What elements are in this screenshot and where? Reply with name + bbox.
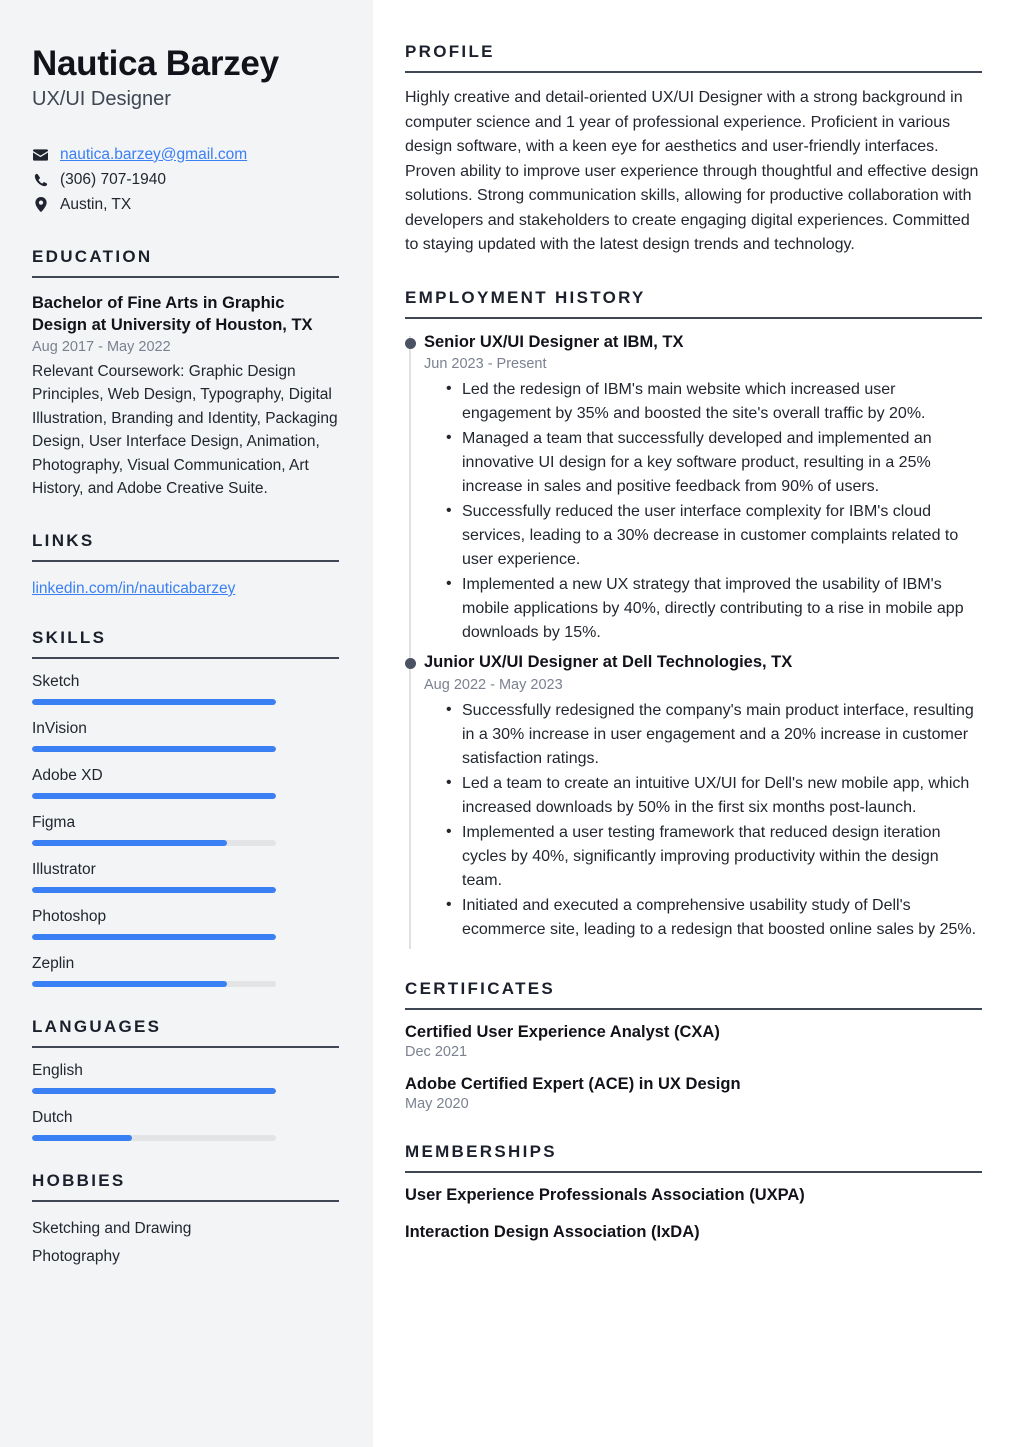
skill-row: [32, 767, 339, 799]
job-bullet: • Initiated and executed a comprehensive usability study of Dell's ecommerce site, leading to a redesign that boosted online sales by 25%.: [462, 894, 982, 942]
section-memberships: [405, 1142, 982, 1242]
section-skills: [32, 628, 339, 987]
certificate-name: Adobe Certified Expert (ACE) in UX Design: [405, 1074, 741, 1093]
phone-icon: [32, 173, 49, 187]
job-date: Aug 2022 - May 2023: [424, 676, 563, 693]
contact-row-phone: [32, 167, 339, 192]
email-link[interactable]: nautica.barzey@gmail.com: [60, 145, 248, 163]
skill-row: [32, 861, 339, 893]
job-bullet: • Implemented a new UX strategy that improved the usability of IBM's mobile applications by 40%, directly contributing to a rise in mobile app downloads by 15%.: [462, 573, 982, 645]
section-rule: [32, 276, 339, 278]
section-rule: [405, 317, 982, 319]
skill-label: Sketch: [32, 673, 80, 690]
contact-row-location: [32, 192, 339, 217]
section-heading-skills: SKILLS: [32, 628, 107, 647]
job-bullet: • Successfully reduced the user interface complexity for IBM's cloud services, leading to a 30% decrease in customer complaints related to user experience.: [462, 500, 982, 572]
skill-bar-track: [32, 840, 276, 846]
location-pin-icon: [32, 197, 49, 212]
section-heading-links: LINKS: [32, 531, 95, 550]
job-bullet: • Successfully redesigned the company's main product interface, resulting in a 30% increase in user engagement and a 20% increase in customer satisfaction ratings.: [462, 699, 982, 771]
name-block: [32, 44, 339, 111]
certificate-name: Certified User Experience Analyst (CXA): [405, 1022, 720, 1041]
membership-item: Interaction Design Association (IxDA): [405, 1222, 700, 1241]
linkedin-link[interactable]: linkedin.com/in/nauticabarzey: [32, 580, 236, 597]
certificate-date: May 2020: [405, 1095, 469, 1112]
skill-label: InVision: [32, 720, 87, 737]
contact-row-email[interactable]: [32, 142, 339, 167]
section-heading-employment: EMPLOYMENT HISTORY: [405, 287, 646, 307]
employment-timeline: [405, 332, 982, 949]
skill-label: Illustrator: [32, 861, 96, 878]
certificate-item: [405, 1075, 982, 1112]
skill-row: [32, 955, 339, 987]
section-rule: [405, 1171, 982, 1173]
hobby-item: Photography: [32, 1248, 120, 1266]
candidate-name: Nautica Barzey: [32, 44, 279, 83]
section-rule: [32, 560, 339, 562]
language-bar-fill: [32, 1088, 276, 1094]
candidate-job-title: UX/UI Designer: [32, 88, 171, 111]
contact-list: [32, 142, 339, 217]
main-column: [373, 0, 1024, 1447]
section-heading-education: EDUCATION: [32, 247, 153, 267]
section-certificates: [405, 979, 982, 1112]
section-heading-memberships: MEMBERSHIPS: [405, 1141, 557, 1161]
job-bullet-list: [424, 378, 982, 645]
job-title: Senior UX/UI Designer at IBM, TX: [424, 332, 684, 351]
education-date: Aug 2017 - May 2022: [32, 338, 171, 355]
section-heading-certificates: CERTIFICATES: [405, 978, 556, 998]
job-bullet: • Led a team to create an intuitive UX/UI for Dell's new mobile app, which increased downloads by 50% in the first six months post-launch.: [462, 772, 982, 820]
skill-row: [32, 814, 339, 846]
sidebar: [0, 0, 373, 1447]
section-rule: [32, 1200, 339, 1202]
skill-bar-track: [32, 793, 276, 799]
job-title: Junior UX/UI Designer at Dell Technologies, TX: [424, 653, 793, 672]
language-label: English: [32, 1062, 83, 1079]
skill-bar-track: [32, 981, 276, 987]
skill-bar-fill: [32, 793, 276, 799]
hobby-item: Sketching and Drawing: [32, 1220, 192, 1237]
section-heading-profile: PROFILE: [405, 42, 495, 61]
language-row: [32, 1062, 339, 1094]
envelope-icon: [32, 149, 49, 161]
section-rule: [405, 1008, 982, 1010]
skill-bar-fill: [32, 840, 227, 846]
language-label: Dutch: [32, 1109, 73, 1126]
section-rule: [32, 657, 339, 659]
skill-bar-track: [32, 699, 276, 705]
membership-item: User Experience Professionals Association (UXPA): [405, 1185, 805, 1204]
skill-label: Photoshop: [32, 908, 107, 925]
section-profile: [405, 42, 982, 258]
skill-row: [32, 720, 339, 752]
language-row: [32, 1109, 339, 1141]
skill-row: [32, 908, 339, 940]
skill-bar-fill: [32, 746, 276, 752]
skill-label: Adobe XD: [32, 767, 103, 784]
links-list: [32, 576, 339, 598]
location-text: Austin, TX: [60, 195, 132, 213]
skill-label: Zeplin: [32, 955, 75, 972]
education-degree: Bachelor of Fine Arts in Graphic Design at University of Houston, TX: [32, 294, 313, 335]
language-bar-track: [32, 1088, 276, 1094]
language-bar-track: [32, 1135, 276, 1141]
section-employment-history: [405, 288, 982, 949]
section-languages: [32, 1017, 339, 1141]
section-education: [32, 247, 339, 501]
certificate-date: Dec 2021: [405, 1043, 468, 1060]
skill-label: Figma: [32, 814, 76, 831]
job-entry: [424, 652, 982, 948]
education-description: Relevant Coursework: Graphic Design Principles, Web Design, Typography, Digital Illustration, Branding and Identity, Packaging Design, User Interface Design, Animation, Photography, Visual Communication, Art History, and Adobe Creative Suite.: [32, 362, 338, 498]
skill-bar-fill: [32, 887, 276, 893]
skill-bar-fill: [32, 934, 276, 940]
section-heading-hobbies: HOBBIES: [32, 1171, 126, 1190]
language-bar-fill: [32, 1135, 132, 1141]
skill-bar-track: [32, 934, 276, 940]
skill-bar-fill: [32, 981, 227, 987]
job-bullet: • Implemented a user testing framework that reduced design iteration cycles by 40%, significantly improving productivity within the design team.: [462, 821, 982, 893]
skill-bar-fill: [32, 699, 276, 705]
section-heading-languages: LANGUAGES: [32, 1017, 162, 1036]
section-hobbies: [32, 1171, 339, 1269]
job-entry: [424, 332, 982, 652]
job-bullet: • Led the redesign of IBM's main website which increased user engagement by 35% and boosted the site's overall traffic by 20%.: [462, 378, 982, 426]
education-entry: [32, 292, 339, 501]
certificate-item: [405, 1023, 982, 1060]
job-bullet: • Managed a team that successfully developed and implemented an innovative UI design for a key software product, resulting in a 25% increase in sales and positive feedback from 90% of users.: [462, 427, 982, 499]
skill-bar-track: [32, 887, 276, 893]
profile-text: Highly creative and detail-oriented UX/UI Designer with a strong background in computer science and 1 year of professional experience. Proficient in various design software, with a keen eye for aesthetics and user-friendly interfaces. Proven ability to improve user experience through thoughtful and effective design solutions. Strong communication skills, allowing for productive collaboration with developers and stakeholders to create engaging digital experiences. Committed to staying updated with the latest design trends and technology.: [405, 89, 979, 254]
section-rule: [32, 1046, 339, 1048]
section-rule: [405, 71, 982, 73]
job-date: Jun 2023 - Present: [424, 356, 547, 373]
phone-number: (306) 707-1940: [60, 170, 166, 188]
skill-row: [32, 673, 339, 705]
job-bullet-list: [424, 699, 982, 942]
section-links: [32, 531, 339, 598]
skill-bar-track: [32, 746, 276, 752]
